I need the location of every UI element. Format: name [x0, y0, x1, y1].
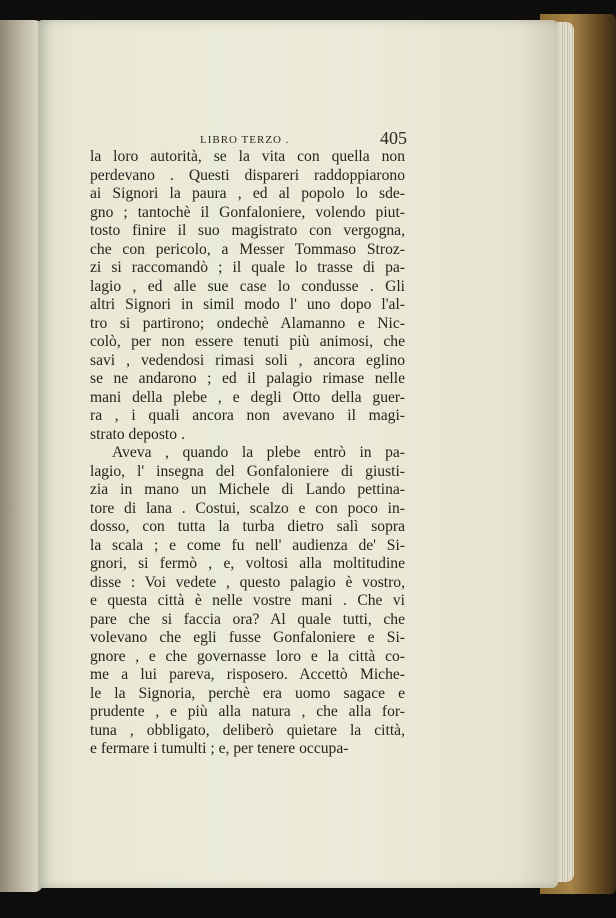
- running-head: LIBRO TERZO .: [200, 134, 290, 146]
- text-line: ai Signori la paura , ed al popolo lo sde-: [90, 185, 405, 202]
- text-line: altri Signori in simil modo l' uno dopo l'al-: [90, 296, 405, 313]
- text-line: Aveva , quando la plebe entrò in pa-: [112, 444, 405, 461]
- text-line: che con pericolo, a Messer Tommaso Stroz-: [90, 240, 405, 258]
- text-line: la scala ; e come fu nell' audienza de' Si-: [90, 536, 405, 554]
- body-text: [90, 148, 405, 759]
- text-line: perdevano . Questi dispareri raddoppiarono: [90, 166, 405, 184]
- paragraph: [90, 148, 405, 444]
- text-line: tosto finire il suo magistrato con vergogna,: [90, 222, 405, 239]
- text-line: zi si raccomandò ; il quale lo trasse di pa-: [90, 259, 405, 276]
- text-line: dosso, con tutta la turba dietro salì sopra: [90, 518, 405, 535]
- paragraph: [90, 444, 405, 759]
- text-line: tuna , obbligato, deliberò quietare la città,: [90, 721, 405, 739]
- text-line: disse : Voi vedete , questo palagio è vostro,: [90, 573, 405, 591]
- text-line: le la Signoria, perchè era uomo sagace e: [90, 684, 405, 702]
- text-line: lagio , ed alle sue case lo condusse . Gli: [90, 277, 405, 295]
- text-line: gnori, si fermò , e, voltosi alla moltitudine: [90, 555, 405, 572]
- text-line: ra , i quali ancora non avevano il magi-: [90, 407, 405, 424]
- text-line: savi , vedendosi rimasi soli , ancora eglino: [90, 351, 405, 369]
- text-line: colò, per non essere tenuti più animosi, che: [90, 333, 405, 350]
- text-line: gno ; tantochè il Gonfaloniere, volendo piut-: [90, 203, 405, 221]
- page-number: 405: [380, 128, 407, 148]
- text-line: mani della plebe , e degli Otto della guer-: [90, 388, 405, 406]
- text-line: pare che si faccia ora? Al quale tutti, che: [90, 610, 405, 628]
- text-line: lagio, l' insegna del Gonfaloniere di giusti-: [90, 462, 405, 480]
- text-line: strato deposto .: [90, 425, 185, 443]
- text-line: la loro autorità, se la vita con quella non: [90, 148, 405, 165]
- text-line: tore di lana . Costui, scalzo e con poco in-: [90, 499, 405, 517]
- text-line: e questa città è nelle vostre mani . Che vi: [90, 592, 405, 609]
- text-line: me a lui pareva, risposero. Accettò Miche-: [90, 666, 405, 683]
- text-line: prudente , e più alla natura , che alla for-: [90, 703, 405, 720]
- text-line: volevano che egli fusse Gonfaloniere e Si-: [90, 629, 405, 646]
- text-line: se ne andarono ; ed il palagio rimase nelle: [90, 370, 405, 387]
- text-line: tro si partirono; ondechè Alamanno e Nic-: [90, 314, 405, 332]
- text-line: zia in mano un Michele di Lando pettina-: [90, 481, 405, 498]
- text-line: e fermare i tumulti ; e, per tenere occupa-: [90, 740, 349, 757]
- text-line: gnore , e che governasse loro e la città co-: [90, 647, 405, 665]
